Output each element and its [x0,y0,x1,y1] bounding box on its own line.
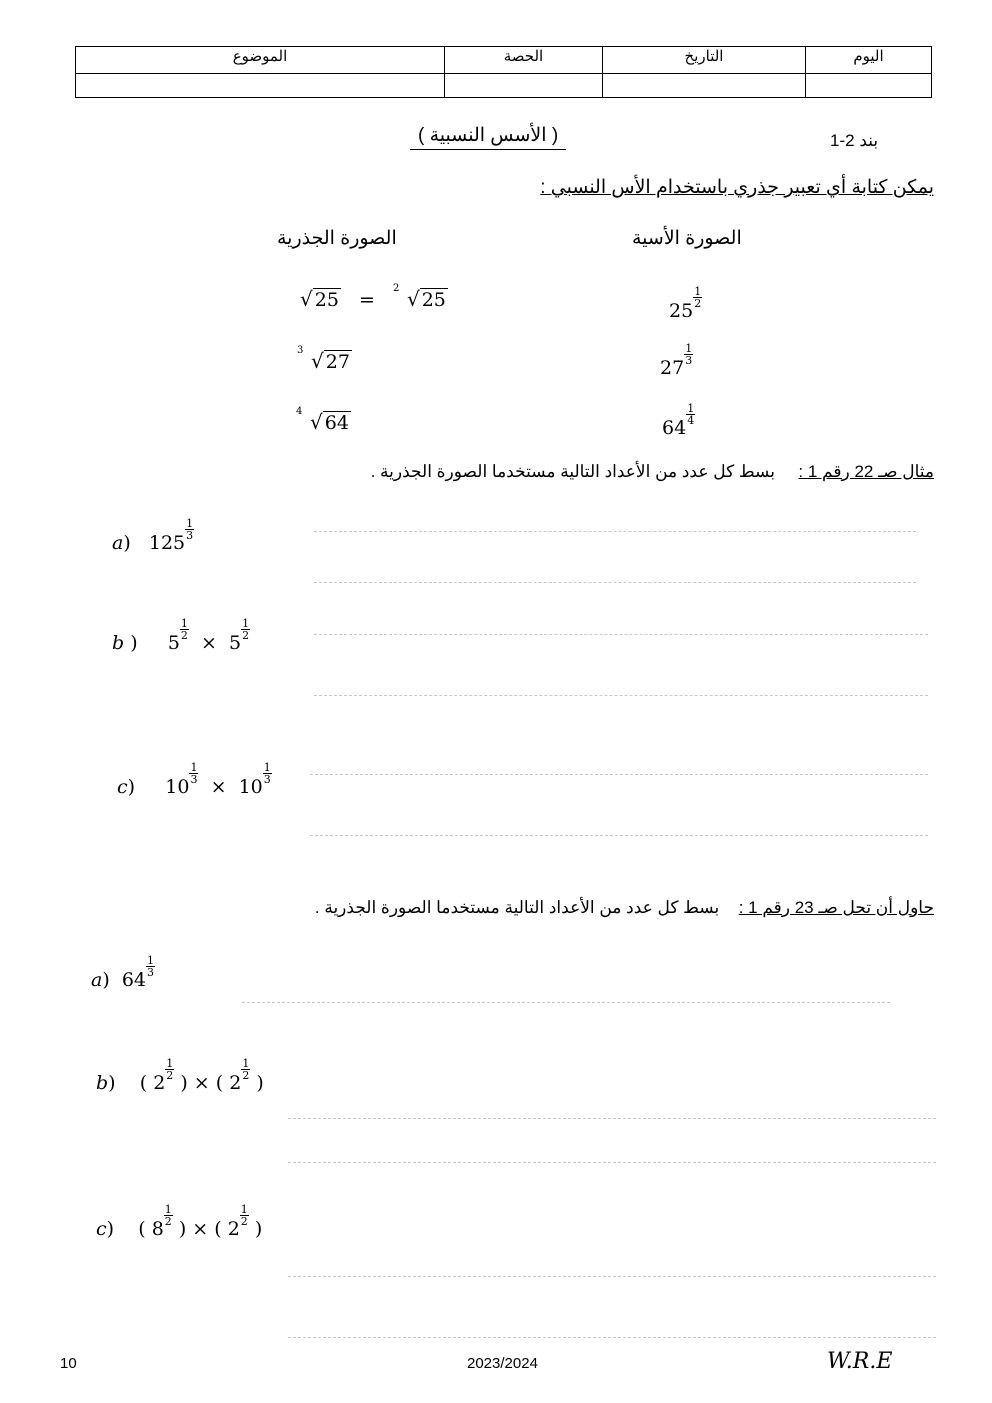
answer-line[interactable] [242,1002,890,1003]
radical-example-3: 4 √ 64 [296,406,349,434]
answer-line[interactable] [288,1162,936,1163]
answer-line[interactable] [314,531,916,532]
example-task [371,462,934,482]
radical-sign-icon: √ [300,287,313,311]
answer-line[interactable] [310,835,928,836]
practice-item-b: b) ( 2 $\frac{1}{2}$ ) × ( 2 $\frac{1}{2}$ ) [96,1057,264,1094]
answer-line[interactable] [314,634,928,635]
radical-example-2: 3 √ 27 [297,345,350,373]
practice-item-a: a) 64 $\frac{1}{3}$ [91,954,155,991]
header-table [75,46,932,98]
header-cell-subject: الموضوع [76,47,445,74]
page-number: 10 [60,1355,77,1372]
radical-example-1: √ 25 = 2 √ 25 [300,283,446,311]
radical-sign-icon: √ [311,349,324,373]
section-number: بند 2-1 [830,131,879,150]
header-input-period[interactable] [445,74,603,98]
header-input-subject[interactable] [76,74,445,98]
header-input-day[interactable] [806,74,932,98]
author-signature: W.R.E [827,1349,893,1374]
answer-line[interactable] [314,695,928,696]
example-item-c: c) 10 $\frac{1}{3}$ × 10 $\frac{1}{3}$ [117,761,271,798]
practice-task [315,898,934,918]
exponent-form-header: الصورة الأسية [632,228,742,249]
exponent-example-2: 27 $\frac{1}{3}$ [660,342,693,379]
practice-task-text: بسط كل عدد من الأعداد التالية مستخدما الصورة الجذرية . [314,898,720,917]
radical-form-header: الصورة الجذرية [277,228,397,249]
example-item-b: b ) 5 $\frac{1}{2}$ × 5 $\frac{1}{2}$ [112,617,250,654]
practice-item-c: c) ( 8 $\frac{1}{2}$ ) × ( 2 $\frac{1}{2}$ ) [96,1203,263,1240]
header-input-date[interactable] [603,74,806,98]
practice-task-ref: حاول أن تحل صـ 23 رقم 1 : [738,898,934,917]
radical-sign-icon: √ [406,287,420,311]
example-item-a: a) 125 $\frac{1}{3}$ [112,517,194,554]
example-task-text: بسط كل عدد من الأعداد التالية مستخدما الصورة الجذرية . [370,462,775,481]
exponent-example-1: 25 $\frac{1}{2}$ [669,285,702,322]
answer-line[interactable] [288,1337,936,1338]
answer-line[interactable] [310,774,928,775]
intro-text: يمكن كتابة أي تعبير جذري باستخدام الأس النسبي : [540,177,934,198]
example-task-ref: مثال صـ 22 رقم 1 : [798,462,934,481]
radical-sign-icon: √ [310,410,323,434]
header-cell-date: التاريخ [603,47,806,74]
answer-line[interactable] [288,1118,936,1119]
section-title: ( الأسس النسبية ) [410,124,566,150]
header-cell-period: الحصة [445,47,603,74]
answer-line[interactable] [288,1276,936,1277]
header-cell-day: اليوم [806,47,932,74]
exponent-example-3: 64 $\frac{1}{4}$ [662,402,695,439]
school-year: 2023/2024 [467,1355,538,1372]
answer-line[interactable] [314,582,916,583]
